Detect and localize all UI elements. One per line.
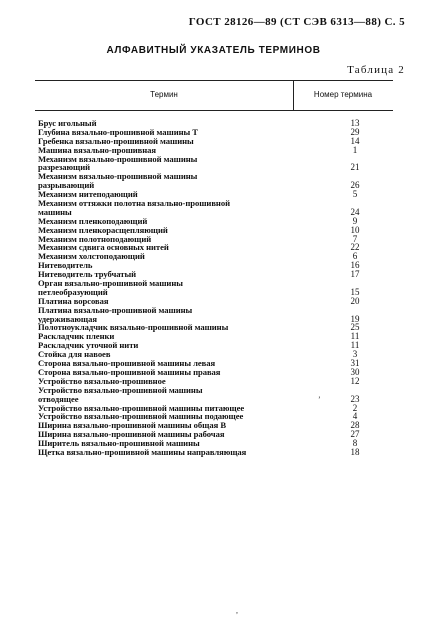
term-number: 10 <box>350 224 360 235</box>
term-number: 29 <box>350 126 360 137</box>
term-text: Сторона вязально-прошивной машины левая <box>38 358 216 369</box>
term-number: 22 <box>350 242 360 253</box>
page-title: АЛФАВИТНЫЙ УКАЗАТЕЛЬ ТЕРМИНОВ <box>106 45 321 56</box>
term-number: 21 <box>350 162 360 173</box>
term-number: 2 <box>352 402 358 413</box>
terms-table-body <box>0 119 427 457</box>
term-number: 23 <box>350 393 360 404</box>
term-text: разрезающий <box>38 162 91 173</box>
term-text: Механизм пленкорасщепляющий <box>38 224 168 235</box>
term-text: Орган вязально-прошивной машины <box>38 278 183 289</box>
term-text: Машина вязально-прошивная <box>38 144 157 155</box>
term-text: Механизм нитеподающий <box>38 189 138 200</box>
term-number: 25 <box>350 322 360 333</box>
term-text: Стойка для навоев <box>38 349 111 360</box>
term-number: 1 <box>352 144 358 155</box>
term-text: Ширина вязально-прошивной машины общая B <box>38 420 227 431</box>
term-text: удерживающая <box>38 313 97 324</box>
term-number: 4 <box>352 411 358 422</box>
term-text: машины <box>38 206 72 217</box>
scan-mark: ʼ <box>318 395 321 404</box>
term-text: Устройство вязально-прошивное <box>38 375 166 386</box>
term-number: 3 <box>352 349 358 360</box>
term-number: 5 <box>352 189 358 200</box>
term-text: Механизм оттяжки полотна вязально-прошивной <box>38 198 230 209</box>
term-text: петлеобразующий <box>38 286 108 297</box>
term-text: Платина ворсовая <box>38 295 109 306</box>
term-text: Механизм вязально-прошивной машины <box>38 153 198 164</box>
term-number: 15 <box>350 286 360 297</box>
term-text: Раскладчик уточной нити <box>38 340 139 351</box>
table-label: Таблица 2 <box>347 64 405 76</box>
term-text: Нитеводитель трубчатый <box>38 269 137 280</box>
term-number: 12 <box>350 375 360 386</box>
term-text: Механизм полотноподающий <box>38 233 152 244</box>
term-number: 8 <box>352 438 358 449</box>
term-number: 9 <box>352 215 358 226</box>
term-text: Гребенка вязально-прошивной машины <box>38 135 194 146</box>
term-text: Глубина вязально-прошивной машины T <box>38 126 198 137</box>
scan-mark: , <box>236 606 238 615</box>
table-row <box>0 448 427 457</box>
term-text: Ширина вязально-прошивной машины рабочая <box>38 429 225 440</box>
term-text: Раскладчик пленки <box>38 331 115 342</box>
term-text: разрывающий <box>38 180 95 191</box>
term-number: 7 <box>352 233 358 244</box>
term-number: 17 <box>350 269 360 280</box>
term-text: Сторона вязально-прошивной машины правая <box>38 366 221 377</box>
term-number: 18 <box>350 446 360 457</box>
term-number: 30 <box>350 366 360 377</box>
term-number: 27 <box>350 429 360 440</box>
term-text: отводящее <box>38 393 79 404</box>
term-text: Щетка вязально-прошивной машины направляющая <box>38 446 247 457</box>
term-text: Устройство вязально-прошивной машины подающее <box>38 411 244 422</box>
table-header-rule <box>35 110 393 111</box>
term-text: Платина вязально-прошивной машины <box>38 304 193 315</box>
term-number: 13 <box>350 118 360 128</box>
term-number: 31 <box>350 358 360 369</box>
term-number: 11 <box>350 331 360 342</box>
term-text: Устройство вязально-прошивной машины питающее <box>38 402 245 413</box>
term-text: Ширитель вязально-прошивной машины <box>38 438 200 449</box>
column-header-terms: Термин <box>150 90 178 99</box>
term-number: 14 <box>350 135 360 146</box>
term-text: Нитеводитель <box>38 260 93 271</box>
term-text: Механизм сдвига основных нитей <box>38 242 169 253</box>
term-number: 24 <box>350 206 360 217</box>
term-number: 16 <box>350 260 360 271</box>
page-header: ГОСТ 28126—89 (СТ СЭВ 6313—88) С. 5 <box>188 16 405 28</box>
term-text: Механизм холстоподающий <box>38 251 145 262</box>
term-text: Механизм вязально-прошивной машины <box>38 171 198 182</box>
term-text: Механизм пленкоподающий <box>38 215 148 226</box>
term-number: 26 <box>350 180 360 191</box>
term-number: 20 <box>350 295 360 306</box>
term-text: Брус игольный <box>38 118 97 128</box>
column-header-number: Номер термина <box>313 90 373 99</box>
term-number: 19 <box>350 313 360 324</box>
term-text: Полотноукладчик вязально-прошивной машины <box>38 322 229 333</box>
term-number: 6 <box>352 251 358 262</box>
term-text: Устройство вязально-прошивной машины <box>38 384 203 395</box>
term-number: 28 <box>350 420 360 431</box>
table-top-rule <box>35 80 393 81</box>
term-number: 11 <box>350 340 360 351</box>
